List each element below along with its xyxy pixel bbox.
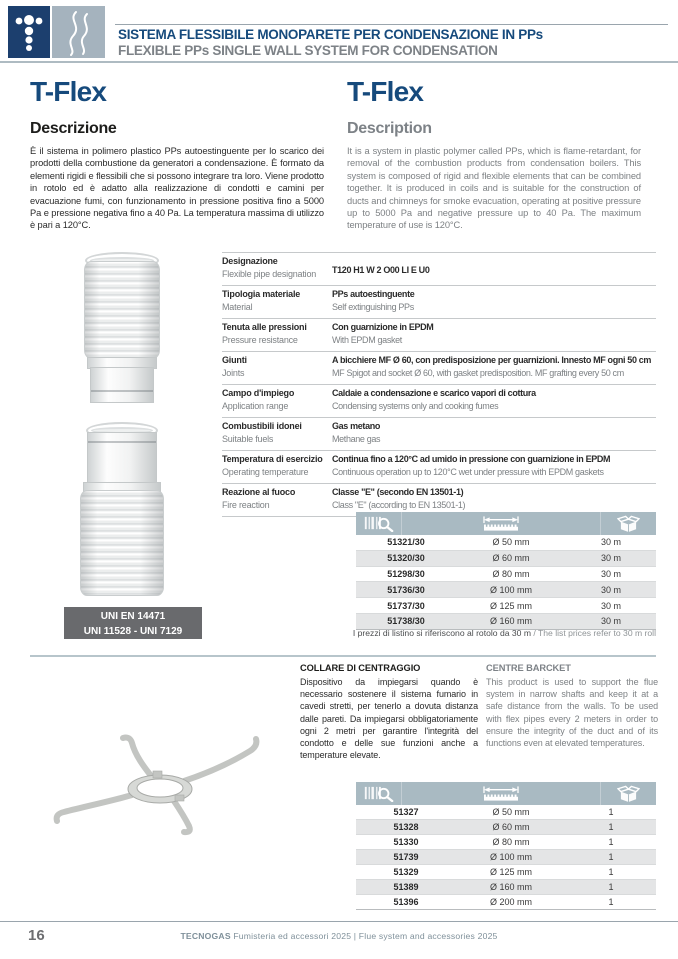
product-diameter: Ø 60 mm	[492, 553, 530, 564]
product-code: 51298/30	[387, 568, 425, 579]
collar-text-italian: Dispositivo da impiegarsi quando è necessario sostenere il sistema fumario in cavedi stretti, per tenerlo a dovuta distanza dalle pareti. Da impiegarsi obbligatoriamente ogni 2 metri per garantire l'integrità del condotto e delle sue funzioni anche a temperature elevate.	[300, 677, 478, 761]
table-row	[222, 451, 656, 484]
product-diameter: Ø 200 mm	[489, 897, 532, 907]
spec-label-it: Reazione al fuoco	[222, 487, 296, 497]
spec-label-it: Designazione	[222, 256, 278, 266]
smoke-icon	[52, 6, 105, 58]
table-row	[222, 385, 656, 418]
diameter-ruler-icon	[402, 782, 601, 805]
flex-pipe-image-bottom	[80, 424, 162, 596]
collar-table	[356, 782, 656, 910]
spec-value-en: Class "E" (according to EN 13501-1)	[332, 500, 466, 510]
spec-value-it: Classe "E" (secondo EN 13501-1)	[332, 487, 464, 497]
table-row	[222, 253, 656, 286]
product-code: 51739	[393, 852, 419, 862]
product-pack: 1	[608, 897, 614, 907]
spec-label-en: Material	[222, 302, 253, 312]
section-heading-descrizione: Descrizione	[30, 120, 117, 137]
table-row	[356, 567, 656, 583]
package-box-icon	[601, 512, 656, 535]
product-code: 51327	[393, 807, 419, 817]
table-row	[222, 418, 656, 451]
page-number: 16	[28, 927, 45, 944]
product-code: 51329	[393, 867, 419, 877]
spec-value-en: MF Spigot and socket Ø 60, with gasket predisposition. MF grafting every 50 cm	[332, 368, 624, 378]
table-row	[222, 319, 656, 352]
product-diameter: Ø 50 mm	[492, 537, 530, 548]
footer-brand: TECNOGAS	[180, 931, 231, 941]
spec-value-it: Continua fino a 120°C ad umido in pressione con guarnizione in EPDM	[332, 454, 611, 464]
description-italian: È il sistema in polimero plastico PPs autoestinguente per lo scarico dei prodotti della combustione da generatori a condensazione. È formato da elementi rigidi e flessibili che si possono integrare tra loro. Viene prodotto in rotolo ed è adatto alla realizzazione di condotti e camini per evacuazione fumi, con funzionamento in pressione positiva fino a 5000 Pa e pressione negativa fino a 40 Pa. La temperatura massima di utilizzo è pari a 120°C.	[30, 146, 324, 231]
table-row	[222, 352, 656, 385]
spec-label-it: Tipologia materiale	[222, 289, 301, 299]
collar-heading-english: CENTRE BARCKET	[486, 663, 571, 673]
product-code: 51738/30	[387, 616, 425, 627]
code-magnifier-icon	[356, 512, 402, 535]
product-pack: 1	[608, 852, 614, 862]
spec-label-it: Combustibili idonei	[222, 421, 302, 431]
table-row	[356, 850, 656, 865]
footer-text	[0, 931, 678, 941]
product-code: 51737/30	[387, 600, 425, 611]
footer-caption: Fumisteria ed accessori 2025 | Flue system and accessories 2025	[230, 931, 498, 941]
price-note	[0, 628, 656, 638]
table-row	[356, 535, 656, 551]
spec-label-it: Tenuta alle pressioni	[222, 322, 307, 332]
spec-label-it: Campo d'impiego	[222, 388, 295, 398]
table-header	[356, 512, 656, 535]
product-diameter: Ø 50 mm	[492, 807, 530, 817]
spec-label-en: Operating temperature	[222, 467, 309, 477]
price-note-english: The list prices refer to 30 m roll	[538, 628, 656, 638]
product-code: 51330	[393, 837, 419, 847]
header-rule-bottom	[0, 61, 678, 63]
product-diameter: Ø 100 mm	[489, 852, 532, 862]
spec-value-en: Condensing systems only and cooking fumes	[332, 401, 499, 411]
product-diameter: Ø 160 mm	[489, 882, 532, 892]
spec-value-en: With EPDM gasket	[332, 335, 402, 345]
diameter-ruler-icon	[402, 512, 601, 535]
package-box-icon	[601, 782, 656, 805]
code-magnifier-icon	[356, 782, 402, 805]
product-diameter: Ø 125 mm	[489, 600, 532, 611]
table-row	[356, 598, 656, 614]
spec-label-en: Flexible pipe designation	[222, 269, 317, 279]
spec-value-it: Gas metano	[332, 421, 381, 431]
product-pack: 1	[608, 882, 614, 892]
product-code: 51328	[393, 822, 419, 832]
product-pack: 30 m	[600, 584, 621, 595]
section-heading-description: Description	[347, 120, 432, 137]
spec-label-it: Giunti	[222, 355, 247, 365]
page-title-english: FLEXIBLE PPs SINGLE WALL SYSTEM FOR CONDENSATION	[118, 43, 498, 58]
flue-smoke-logo	[52, 6, 105, 58]
product-pack: 1	[608, 822, 614, 832]
table-row	[222, 286, 656, 319]
t-dots-icon	[8, 6, 50, 58]
product-diameter: Ø 125 mm	[489, 867, 532, 877]
section-divider	[30, 655, 656, 657]
product-code: 51396	[393, 897, 419, 907]
table-row	[356, 551, 656, 567]
tecnogas-logo	[8, 6, 50, 58]
table-row	[356, 880, 656, 895]
footer-rule	[0, 921, 678, 922]
product-diameter: Ø 160 mm	[489, 616, 532, 627]
table-header	[356, 782, 656, 805]
product-pack: 30 m	[600, 568, 621, 579]
spec-label-it: Temperatura di esercizio	[222, 454, 323, 464]
product-title-italian: T-Flex	[30, 76, 107, 107]
centering-collar-image	[32, 733, 284, 851]
price-note-italian: I prezzi di listino si riferiscono al rotolo da 30 m	[352, 628, 532, 638]
spec-value-en: Self extinguishing PPs	[332, 302, 414, 312]
spec-value-it: T120 H1 W 2 O00 LI E U0	[332, 264, 430, 275]
product-code: 51736/30	[387, 584, 425, 595]
collar-text-english: This product is used to support the flue system in narrow shafts and keep it at a safe distance from the walls. To be used with flex pipes every 2 meters in order to ensure the integrity of the duct and of its functions even at elevated temperatures.	[486, 677, 658, 749]
collar-heading-italian: COLLARE DI CENTRAGGIO	[300, 663, 421, 673]
spec-value-it: PPs autoestinguente	[332, 289, 415, 299]
description-english: It is a system in plastic polymer called PPs, which is flame-retardant, for removal of the combustion products from condensation boilers. This system is composed of rigid and flexible elements that can be combined together. It is produced in coils and is suitable for the construction of ducts and chimneys for smoke evacuation, operating at positive pressure up to 5000 Pa and negative pressure up to 40 Pa. The maximum temperature of use is 120°C.	[347, 146, 641, 231]
flex-pipe-image-top	[84, 254, 160, 402]
spec-label-en: Application range	[222, 401, 289, 411]
table-row	[356, 865, 656, 880]
product-diameter: Ø 80 mm	[492, 568, 530, 579]
spec-value-it: A bicchiere MF Ø 60, con predisposizione per guarnizioni. Innesto MF ogni 50 cm	[332, 355, 652, 365]
table-row	[356, 582, 656, 598]
table-row	[356, 805, 656, 820]
page-title-italian: SISTEMA FLESSIBILE MONOPARETE PER CONDENSAZIONE IN PPs	[118, 27, 543, 42]
flex-pipe-table	[356, 512, 656, 630]
product-title-english: T-Flex	[347, 76, 424, 107]
spec-value-en: Continuous operation up to 120°C wet under pressure with EPDM gaskets	[332, 467, 604, 477]
product-pack: 1	[608, 867, 614, 877]
product-pack: 30 m	[600, 537, 621, 548]
product-pack: 1	[608, 837, 614, 847]
product-code: 51389	[393, 882, 419, 892]
product-code: 51320/30	[387, 553, 425, 564]
table-row	[356, 820, 656, 835]
product-diameter: Ø 80 mm	[492, 837, 530, 847]
header-rule-top	[115, 24, 668, 25]
product-diameter: Ø 60 mm	[492, 822, 530, 832]
product-pack: 30 m	[600, 616, 621, 627]
badge-line2: UNI 11528 - UNI 7129	[83, 626, 183, 637]
product-code: 51321/30	[387, 537, 425, 548]
product-pack: 1	[608, 807, 614, 817]
spec-value-en: Methane gas	[332, 434, 381, 444]
product-diameter: Ø 100 mm	[489, 584, 532, 595]
product-pack: 30 m	[600, 600, 621, 611]
spec-value-it: Caldaie a condensazione e scarico vapori di cottura	[332, 388, 536, 398]
badge-line1: UNI EN 14471	[100, 611, 166, 622]
spec-value-it: Con guarnizione in EPDM	[332, 322, 434, 332]
product-pack: 30 m	[600, 553, 621, 564]
spec-table	[222, 252, 656, 517]
spec-label-en: Pressure resistance	[222, 335, 298, 345]
table-row	[356, 835, 656, 850]
table-row	[356, 895, 656, 910]
spec-label-en: Fire reaction	[222, 500, 270, 510]
spec-label-en: Joints	[222, 368, 245, 378]
spec-label-en: Suitable fuels	[222, 434, 274, 444]
price-note-separator: /	[531, 628, 539, 638]
